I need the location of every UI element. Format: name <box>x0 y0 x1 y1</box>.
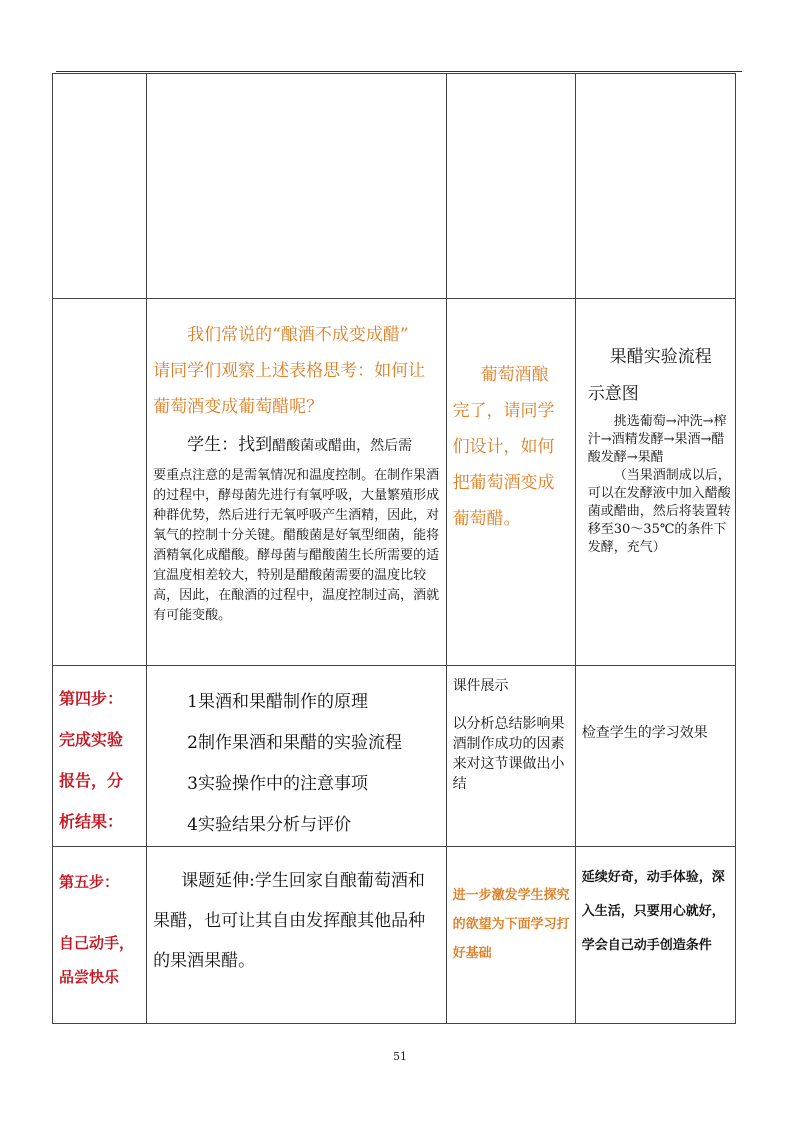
method-body: 以分析总结影响果酒制作成功的因素来对这节课做出小结 <box>452 716 565 792</box>
flow-title-2: 示意图 <box>587 384 639 404</box>
cell-goal <box>446 847 575 1024</box>
cell-intent <box>575 666 735 847</box>
cell-step-four <box>53 666 147 847</box>
extension-text: 课题延伸:学生回家自酿葡萄酒和果醋，也可让其自由发挥酿其他品种的果酒果醋。 <box>153 871 426 971</box>
flow-note: （当果酒制成以后，可以在发酵液中加入醋酸菌或醋曲，然后将装置转移至30～35℃的条件下发酵，充气） <box>587 468 731 555</box>
prompt-line-3: 们设计，如何 <box>452 437 555 457</box>
report-item: 4实验结果分析与评价 <box>187 815 351 835</box>
student-lead-small: 醋酸菌或醋曲，然后 <box>272 438 399 454</box>
student-lead-prefix: 学生：找到 <box>187 435 273 455</box>
step-four-line-1: 第四步： <box>59 689 124 708</box>
step-five-sub-2: 品尝快乐 <box>59 968 120 986</box>
top-rule <box>56 71 742 72</box>
question-line-1: 我们常说的“酿酒不成变成醋” <box>187 325 409 345</box>
report-item: 1果酒和果醋制作的原理 <box>187 692 368 712</box>
question-line-3: 葡萄酒变成葡萄醋呢？ <box>153 397 324 417</box>
page-number: 51 <box>393 1050 407 1063</box>
report-item: 2制作果酒和果醋的实验流程 <box>187 733 402 753</box>
cell-step-five <box>53 847 147 1024</box>
goal-text: 进一步激发学生探究的欲望为下面学习打好基础 <box>452 888 570 961</box>
table-row-discussion <box>53 299 736 666</box>
report-item: 3实验操作中的注意事项 <box>187 774 368 794</box>
cell-discussion-content <box>147 299 446 666</box>
student-lead <box>153 425 439 466</box>
table-row-step-four <box>53 666 736 847</box>
student-answer-body: 要重点注意的是需氧情况和温度控制。在制作果酒的过程中，酵母菌先进行有氧呼吸，大量繁殖形成种群优势，然后进行无氧呼吸产生酒精，因此，对氧气的控制十分关键。醋酸菌是好氧型细菌，能将酒精氧化成醋酸。酵母菌与醋酸菌生长所需要的适宜温度相差较大，特别是醋酸菌需要的温度比较高，因此，在酿酒的过程中，温度控制过高，酒就有可能变酸。 <box>153 468 440 623</box>
intent-text: 检查学生的学习效果 <box>581 725 708 741</box>
flow-title-1: 果醋实验流程 <box>609 347 712 367</box>
cell-method <box>446 666 575 847</box>
cell-empty-2 <box>147 74 446 299</box>
cell-empty-3 <box>446 74 575 299</box>
step-five-sub-1: 自己动手， <box>59 934 135 952</box>
cell-teacher-prompt <box>446 299 575 666</box>
method-title: 课件展示 <box>452 678 509 694</box>
step-five-title: 第五步： <box>59 873 120 891</box>
question-line-2: 请同学们观察上述表格思考：如何让 <box>153 361 426 381</box>
table-row-step-five <box>53 847 736 1024</box>
prompt-line-2: 完了，请同学 <box>452 401 555 421</box>
flow-steps: 挑选葡萄→冲洗→榨汁→酒精发酵→果酒→醋酸发酵→果醋 <box>587 414 727 465</box>
lesson-plan-table <box>52 73 736 1024</box>
cell-empty-1 <box>53 74 147 299</box>
step-four-line-2: 完成实验 <box>59 730 124 749</box>
cell-flow-chart <box>575 299 735 666</box>
step-four-line-3: 报告，分 <box>59 771 124 790</box>
table-row-empty <box>53 74 736 299</box>
prompt-line-1: 葡萄酒酿 <box>480 365 549 385</box>
cell-extension <box>147 847 446 1024</box>
prompt-line-5: 葡萄醋。 <box>452 509 521 529</box>
student-lead-suffix: 需 <box>398 438 413 454</box>
step-four-line-4: 析结果： <box>59 812 124 831</box>
cell-report-items <box>147 666 446 847</box>
cell-step-empty <box>53 299 147 666</box>
intent-five-text: 延续好奇，动手体验，深入生活，只要用心就好，学会自己动手创造条件 <box>581 870 725 953</box>
cell-empty-4 <box>575 74 735 299</box>
cell-intent-five <box>575 847 735 1024</box>
prompt-line-4: 把葡萄酒变成 <box>452 473 555 493</box>
